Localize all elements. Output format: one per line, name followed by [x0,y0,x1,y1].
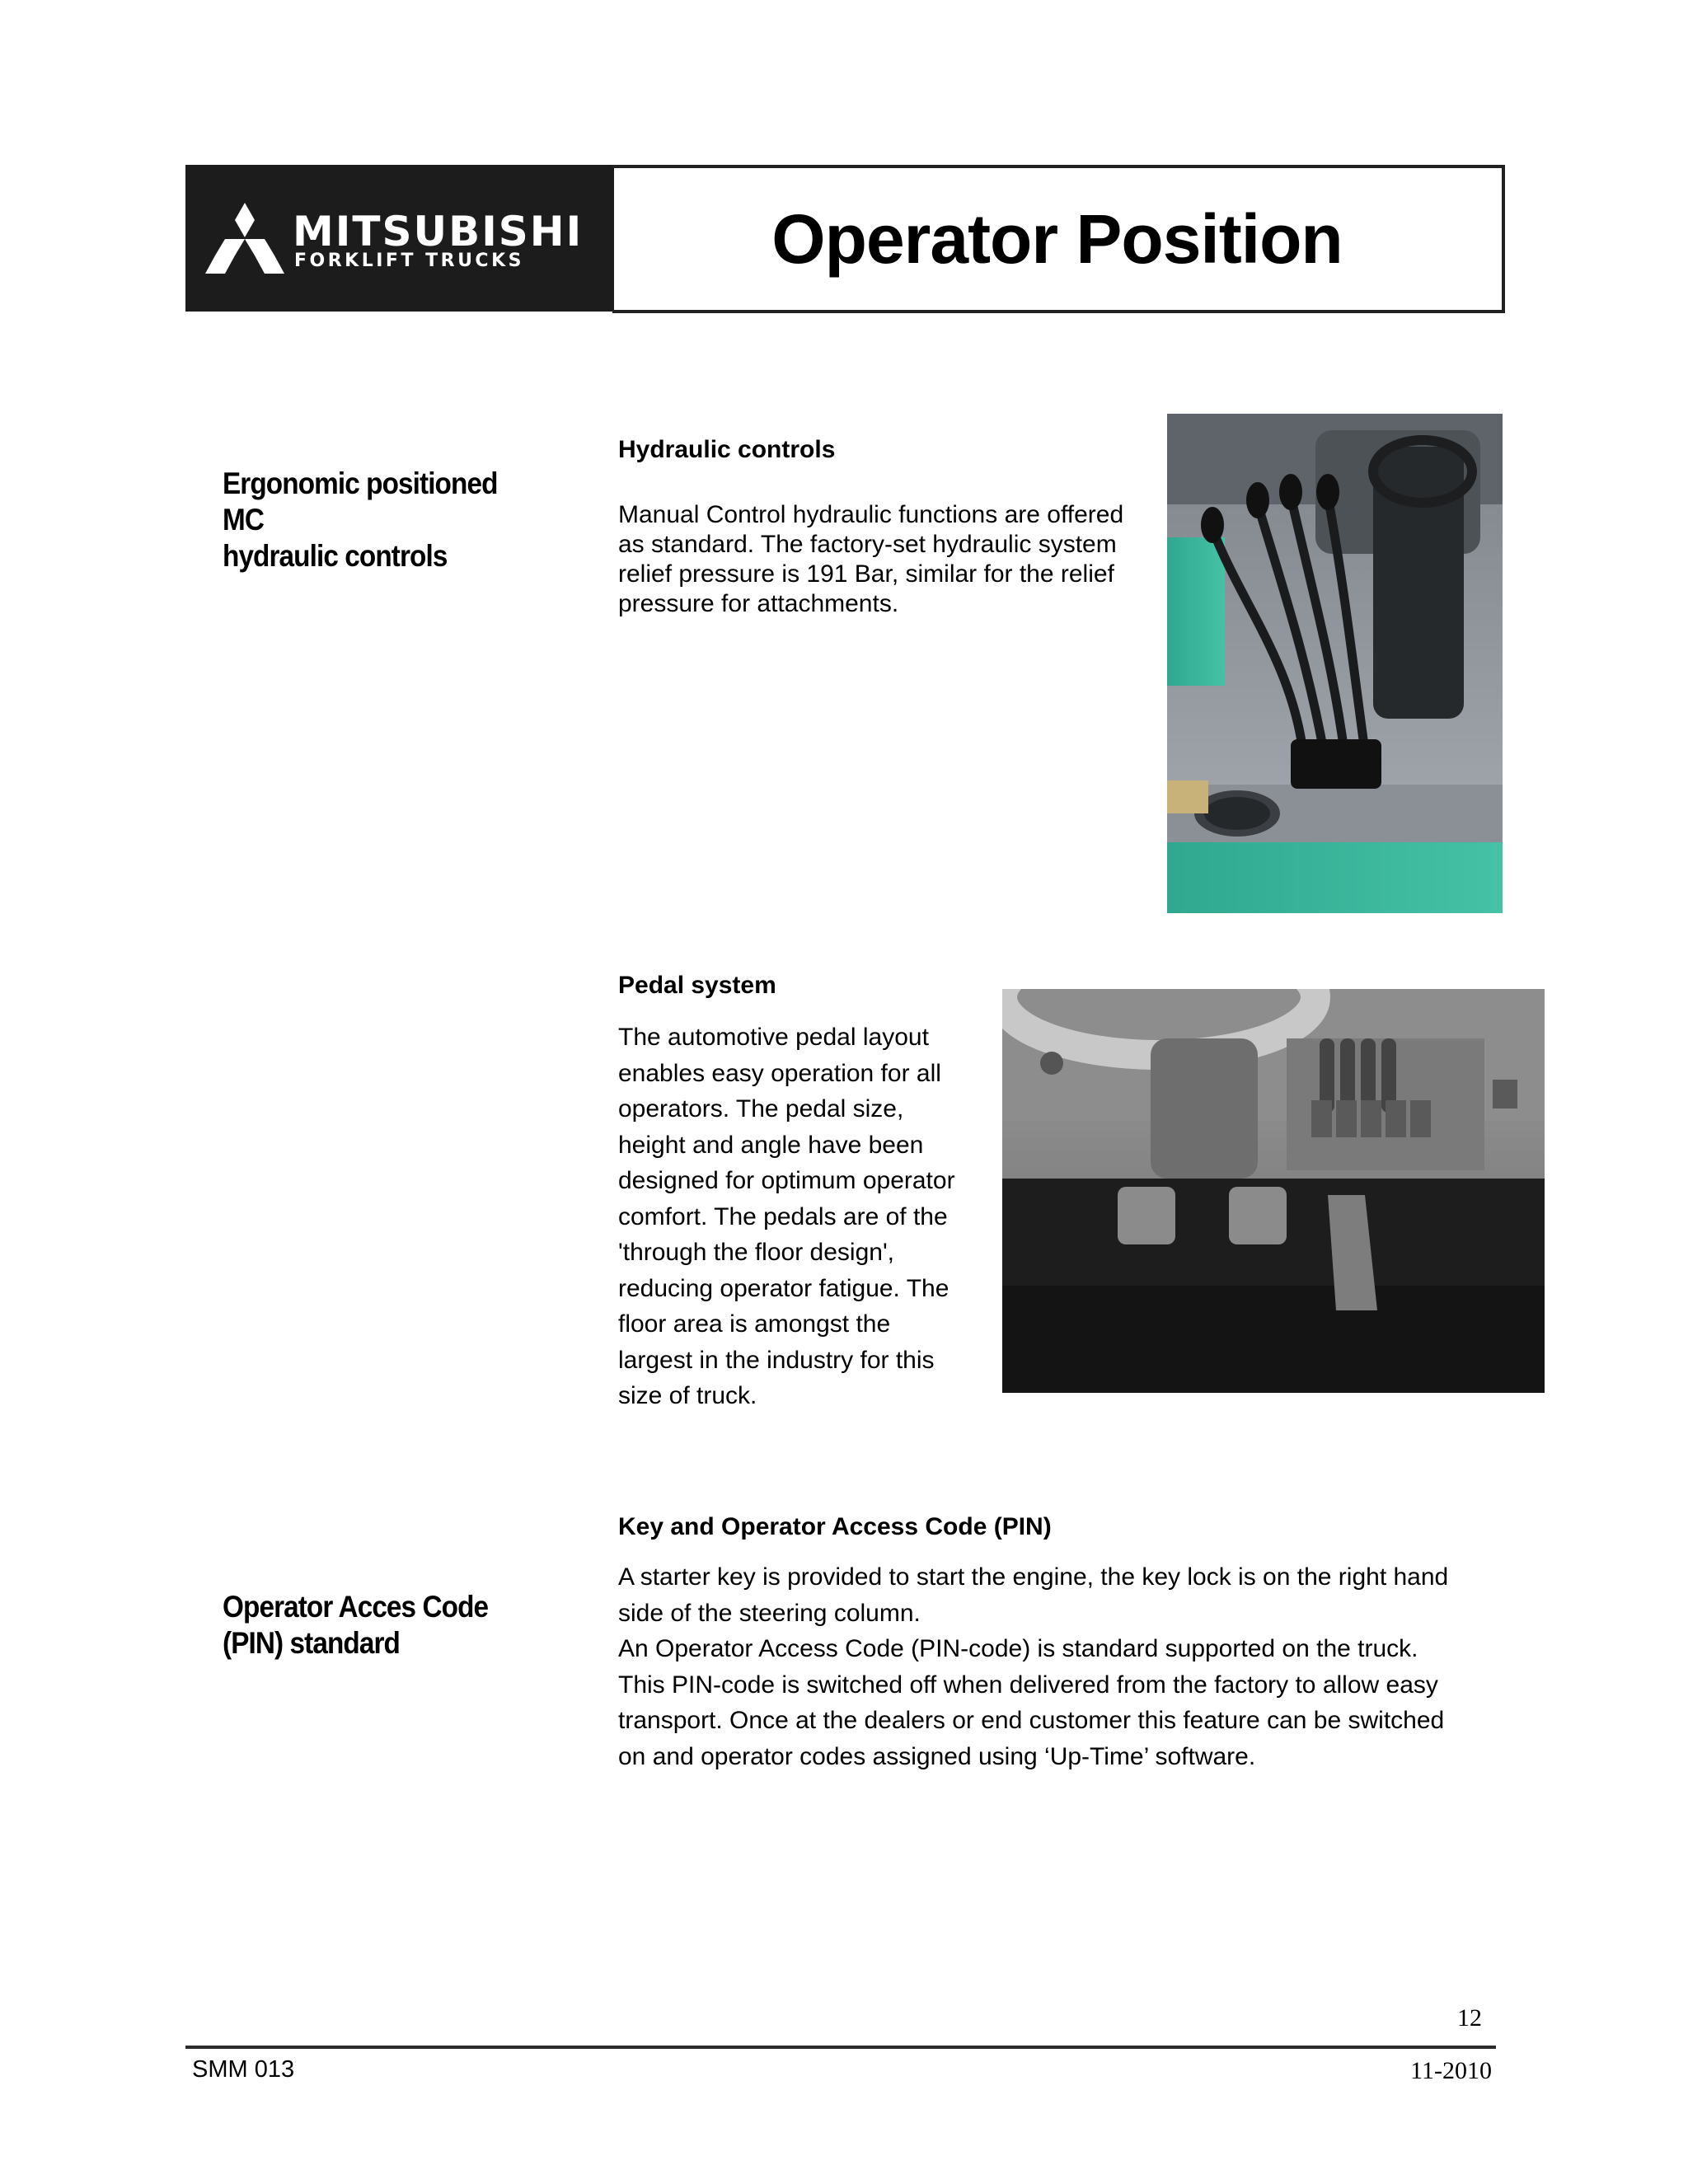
side-heading-hydraulic: Ergonomic positioned MC hydraulic controls [223,466,498,573]
section-heading-hydraulic: Hydraulic controls [618,436,836,463]
page-number: 12 [1457,2004,1482,2032]
document-date: 11-2010 [1410,2057,1492,2084]
section-heading-pin: Key and Operator Access Code (PIN) [618,1513,1052,1540]
three-diamonds-icon [204,203,286,274]
hydraulic-levers-photo [1167,414,1503,913]
logo-subtitle: FORKLIFT TRUCKS [294,251,524,271]
pedal-floor-photo [1002,989,1545,1393]
section-body-pin: A starter key is provided to start the engine, the key lock is on the right hand side of the steering column. An Operator Access Code (PIN-code) is standard supported on the truck. This PIN-code is switched off when delivered from the factory to allow easy transport. Once at the dealers or end customer this feature can be switched on and operator codes assigned using ‘Up-Time’ software. [618,1563,1449,1770]
side-heading-pin: Operator Acces Code (PIN) standard [223,1590,489,1660]
section-body-pedal: The automotive pedal layout enables easy operation for all operators. The pedal size, height and angle have been designed for optimum operator comfort. The pedals are of the 'through the floor design', reducing operator fatigue. The floor area is amongst the largest in the industry for this size of truck. [618,1024,955,1409]
page-title-box [612,165,1505,313]
section-body-hydraulic: Manual Control hydraulic functions are offered as standard. The factory-set hydraulic system relief pressure is 191 Bar, similar for the relief pressure for attachments. [618,501,1124,617]
page-title: Operator Position [771,199,1343,278]
brand-logo [185,165,614,312]
document-code: SMM 013 [192,2056,295,2083]
footer-divider [185,2046,1496,2049]
section-heading-pedal: Pedal system [618,972,776,999]
logo-wordmark: MITSUBISHI [293,208,584,255]
